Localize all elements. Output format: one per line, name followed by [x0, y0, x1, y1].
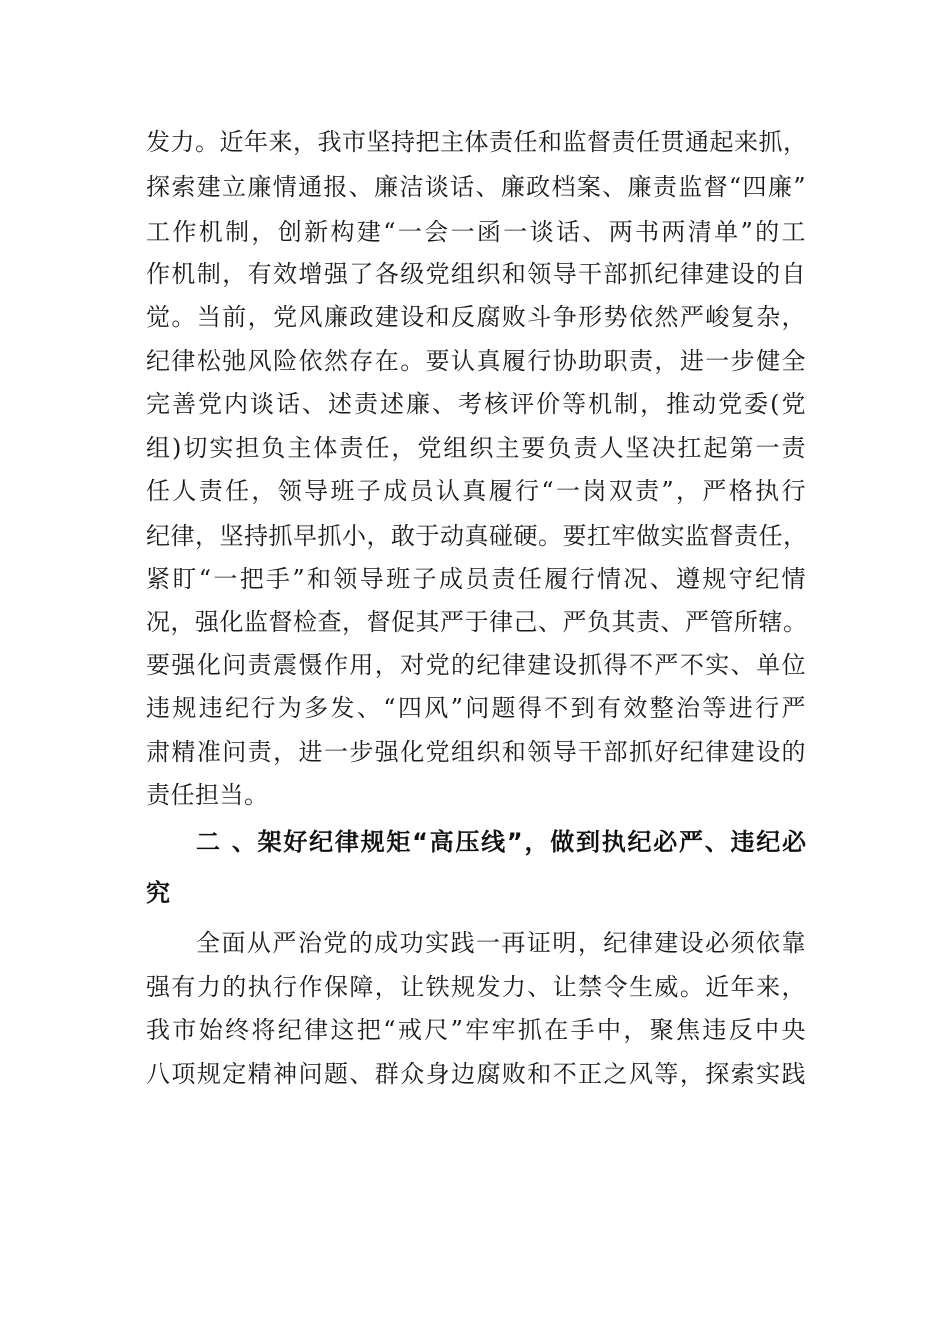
text-line: 完善党内谈话、述责述廉、考核评价等机制，推动党委(党 [146, 390, 806, 418]
text-line: 觉。当前，党风廉政建设和反腐败斗争形势依然严峻复杂， [146, 303, 806, 331]
text-line: 要强化问责震慑作用，对党的纪律建设抓得不严不实、单位 [146, 651, 806, 679]
text-line: 紧盯“一把手”和领导班子成员责任履行情况、遵规守纪情 [146, 565, 806, 593]
text-line: 八项规定精神问题、群众身边腐败和不正之风等，探索实践 [146, 1060, 806, 1088]
text-line: 工作机制，创新构建“一会一函一谈话、两书两清单”的工 [146, 218, 806, 246]
text-line: 违规违纪行为多发、“四风”问题得不到有效整治等进行严 [146, 694, 806, 722]
text-line: 肃精准问责，进一步强化党组织和领导干部抓好纪律建设的 [146, 738, 806, 766]
text-line: 我市始终将纪律这把“戒尺”牢牢抓在手中，聚焦违反中央 [146, 1016, 806, 1044]
text-line: 组)切实担负主体责任，党组织主要负责人坚决扛起第一责 [146, 434, 806, 462]
text-line: 强有力的执行作保障，让铁规发力、让禁令生威。近年来， [146, 973, 806, 1001]
text-line: 纪律松弛风险依然存在。要认真履行协助职责，进一步健全 [146, 347, 806, 375]
text-line: 责任担当。 [146, 781, 269, 809]
text-line: 纪律，坚持抓早抓小，敢于动真碰硬。要扛牢做实监督责任， [146, 522, 808, 550]
text-line: 发力。近年来，我市坚持把主体责任和监督责任贯通起来抓， [146, 128, 808, 156]
text-line: 任人责任，领导班子成员认真履行“一岗双责”，严格执行 [146, 477, 806, 505]
text-line: 况，强化监督检查，督促其严于律己、严负其责、严管所辖。 [146, 608, 808, 636]
section-heading-line-1: 二 、架好纪律规矩“高压线”，做到执纪必严、违纪必 [196, 828, 806, 856]
section-heading-line-2: 究 [146, 879, 170, 907]
text-line: 全面从严治党的成功实践一再证明，纪律建设必须依靠 [196, 929, 806, 957]
text-line: 作机制，有效增强了各级党组织和领导干部抓纪律建设的自 [146, 260, 806, 288]
text-line: 探索建立廉情通报、廉洁谈话、廉政档案、廉责监督“四廉” [146, 173, 806, 201]
